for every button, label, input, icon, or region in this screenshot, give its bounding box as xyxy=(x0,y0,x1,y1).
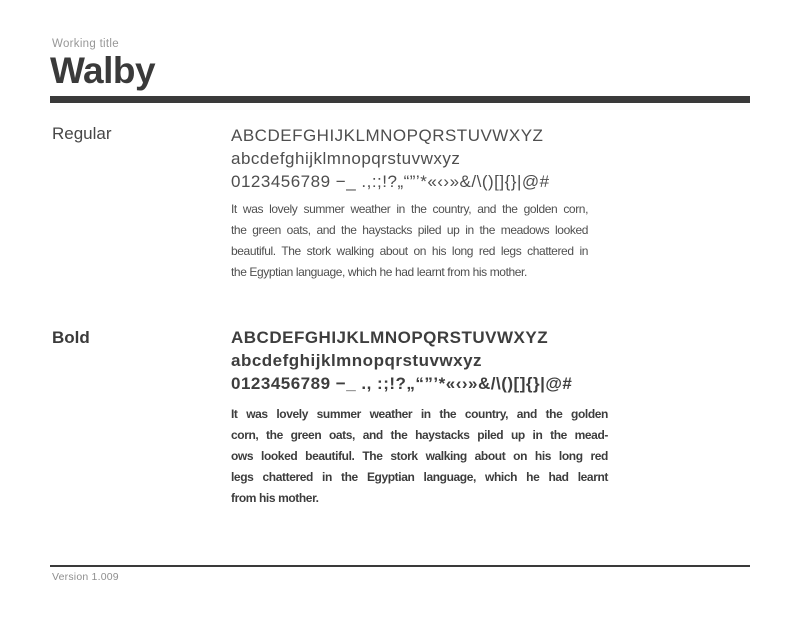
regular-uppercase-row: ABCDEFGHIJKLMNOPQRSTUVWXYZ xyxy=(231,126,544,145)
regular-glyph-rows xyxy=(231,124,550,193)
weight-label-regular: Regular xyxy=(52,124,112,143)
sample-line: It was lovely summer weather in the country, and the golden xyxy=(231,407,608,421)
sample-line: corn, the green oats, and the haystacks piled up in the mead- xyxy=(231,428,608,442)
sample-line: from his mother. xyxy=(231,491,319,505)
bold-sample-paragraph xyxy=(231,404,608,509)
sample-line: ows looked beautiful. The stork walking about on his long red xyxy=(231,449,608,463)
typeface-name: Walby xyxy=(50,50,156,91)
bold-lowercase-row: abcdefghijklmnopqrstuvwxyz xyxy=(231,351,483,370)
regular-lowercase-row: abcdefghijklmnopqrstuvwxyz xyxy=(231,149,461,168)
sample-line: legs chattered in the Egyptian language, which he had learnt xyxy=(231,470,608,484)
working-title-label: Working title xyxy=(52,38,119,50)
bold-figures-row: 0123456789 −_ ., :;!?„“”’*«‹›»&/\()[]{}|@# xyxy=(231,374,573,393)
sample-line: beautiful. The stork walking about on his long red legs chattered in xyxy=(231,244,588,258)
sample-line: It was lovely summer weather in the country, and the golden corn, xyxy=(231,202,588,216)
header-divider-rule xyxy=(50,96,750,103)
weight-label-bold: Bold xyxy=(52,328,90,347)
bold-glyph-rows xyxy=(231,326,572,395)
sample-line: the green oats, and the haystacks piled up in the meadows looked xyxy=(231,223,588,237)
version-label: Version 1.009 xyxy=(52,571,119,583)
sample-line: the Egyptian language, which he had learnt from his mother. xyxy=(231,265,527,279)
bold-uppercase-row: ABCDEFGHIJKLMNOPQRSTUVWXYZ xyxy=(231,328,549,347)
footer-divider-rule xyxy=(50,565,750,567)
regular-sample-paragraph xyxy=(231,199,588,283)
regular-figures-row: 0123456789 −_ .,:;!?„“”’*«‹›»&/\()[]{}|@# xyxy=(231,172,550,191)
